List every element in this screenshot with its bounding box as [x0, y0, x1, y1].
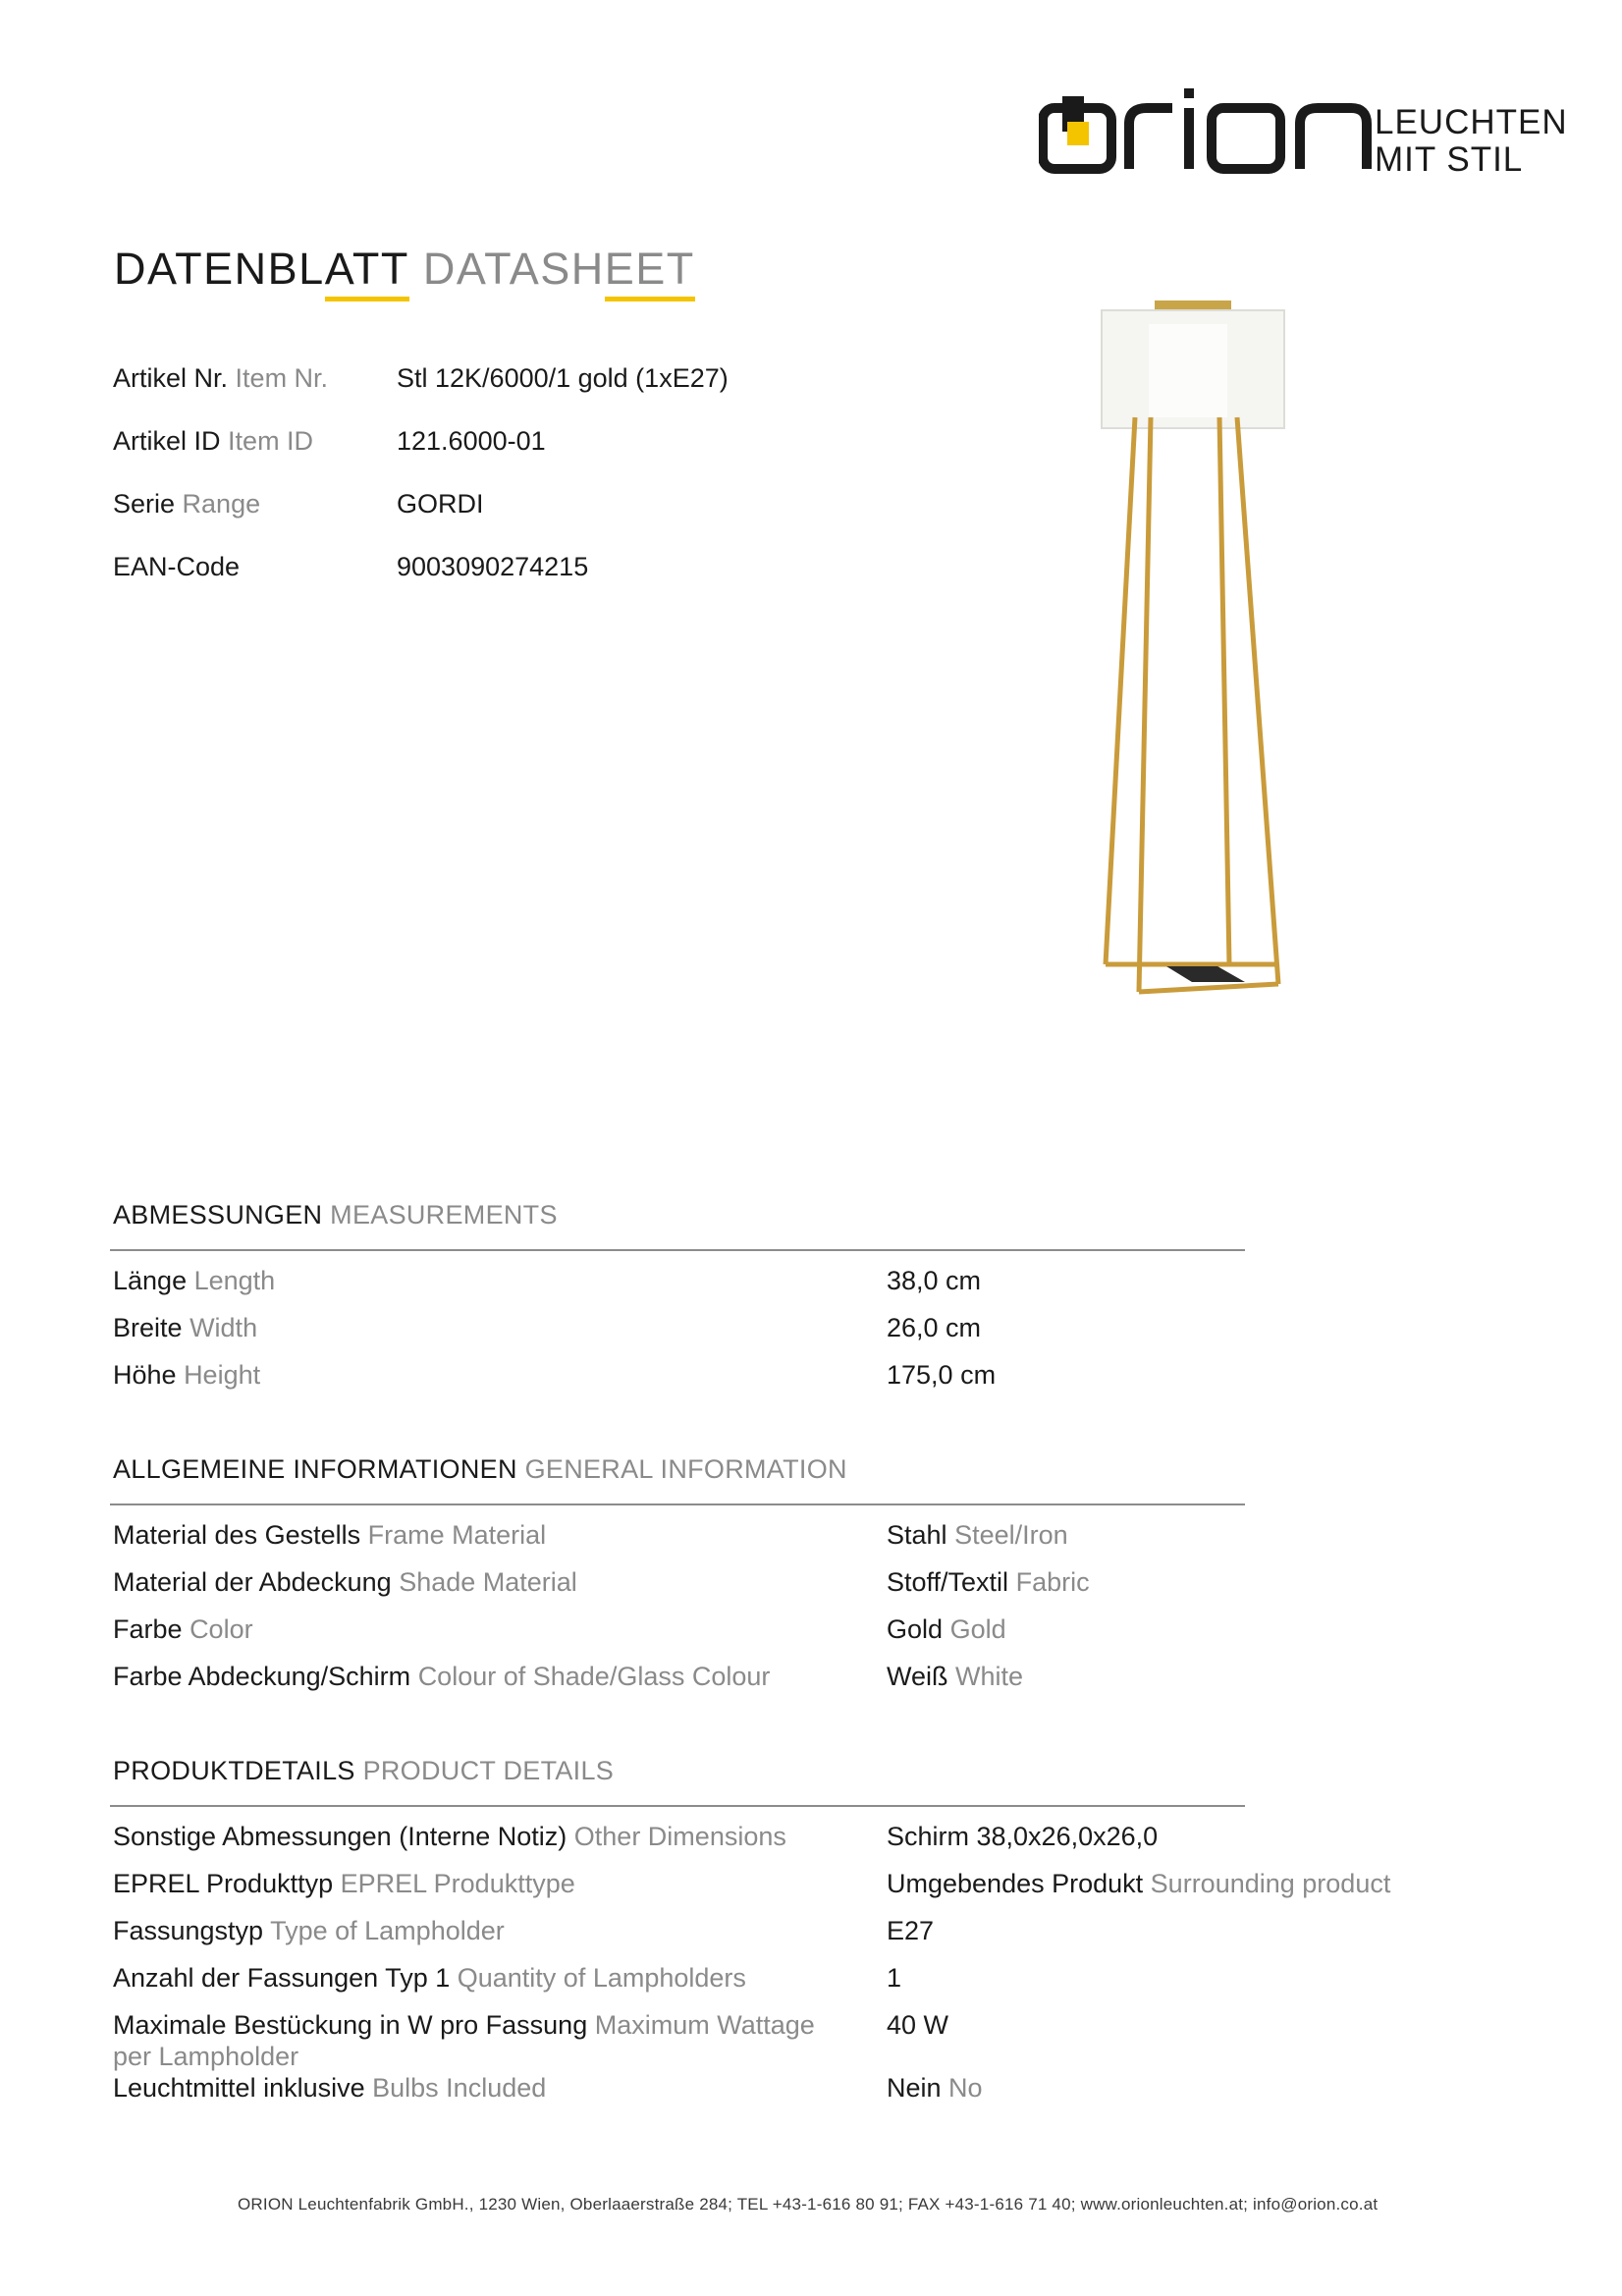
section-heading-product-details: PRODUKTDETAILS PRODUCT DETAILS	[113, 1756, 615, 1785]
section-divider	[110, 1249, 1245, 1251]
tagline-line-2: MIT STIL	[1375, 140, 1524, 179]
page-title	[114, 244, 695, 295]
footer-contact: ORION Leuchtenfabrik GmbH., 1230 Wien, Oberlaaerstraße 284; TEL +43-1-616 80 91; FAX +43-1-616 71 40; www.orionleuchten.at; info@orion.co.at	[238, 2195, 1379, 2214]
tagline-line-1: LEUCHTEN	[1375, 103, 1568, 141]
item-id-value: 121.6000-01	[397, 426, 546, 456]
ean-value: 9003090274215	[397, 552, 589, 581]
item-nr-value: Stl 12K/6000/1 gold (1xE27)	[397, 363, 729, 393]
section-heading-general: ALLGEMEINE INFORMATIONEN GENERAL INFORMATION	[113, 1454, 847, 1484]
section-divider	[110, 1805, 1245, 1807]
range-value: GORDI	[397, 489, 484, 519]
logo-tagline	[1375, 104, 1568, 179]
title-en: DATASHEET	[422, 244, 695, 294]
section-divider	[110, 1503, 1245, 1505]
section-heading-measurements: ABMESSUNGEN MEASUREMENTS	[113, 1200, 558, 1230]
floor-lamp-image	[1090, 295, 1296, 1002]
title-de: DATENBLATT	[114, 244, 409, 294]
